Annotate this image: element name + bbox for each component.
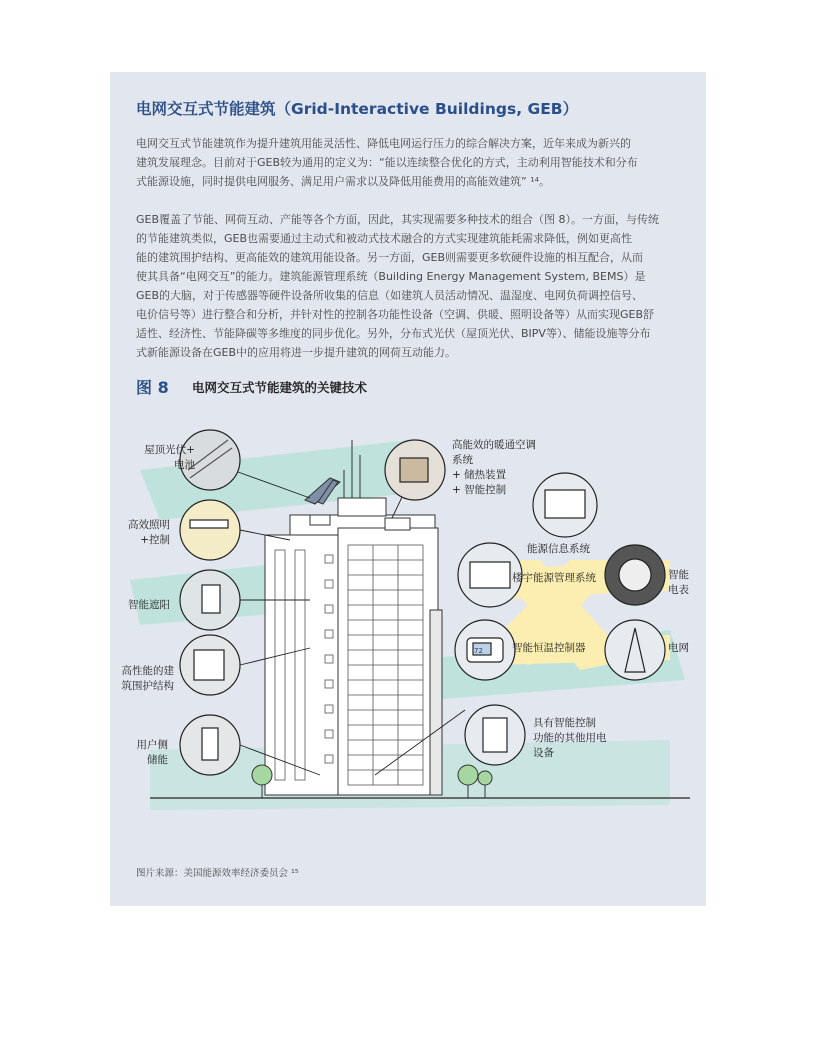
lighting-callout [180,500,240,560]
label-thermostat: 智能恒温控制器 [512,642,586,654]
label-line: +控制 [140,534,170,546]
label-line: 具有智能控制 [533,717,596,729]
label-info-system: 能源信息系统 [527,543,590,555]
paragraph-technologies [136,210,684,362]
label-meter [668,568,689,598]
geb-illustration [110,410,706,830]
label-devices [533,716,607,761]
label-line: 功能的其他用电 [533,732,607,744]
thermostat-reading: 72 [474,647,483,655]
paragraph-line: 适性、经济性、节能降碳等多维度的同步优化。另外，分布式光伏（屋顶光伏、BIPV等）、储能设施等分布 [136,327,651,340]
label-line: 高性能的建 [121,665,174,677]
label-lighting [120,518,170,548]
paragraph-line: 建筑发展理念。目前对于GEB较为通用的定义为：“能以连续整合优化的方式，主动利用智能技术和分布 [136,156,638,169]
label-line: + 储热装置 [452,469,507,481]
label-line: 电池 [174,459,195,471]
label-storage [118,738,168,768]
paragraph-line: 电网交互式节能建筑作为提升建筑用能灵活性、降低电网运行压力的综合解决方案，近年来成为新兴的 [136,137,631,150]
paragraph-line: 能的建筑围护结构、更高能效的建筑用能设备。另一方面，GEB则需要更多软硬件设施的相互配合，从而 [136,251,644,264]
callout-circles [180,430,240,775]
paragraph-line: GEB的大脑，对于传感器等硬件设备所收集的信息（如建筑人员活动情况、温湿度、电网负荷调控信号、 [136,289,644,302]
label-line: 储能 [147,754,168,766]
paragraph-line: GEB覆盖了节能、网荷互动、产能等各个方面，因此，其实现需要多种技术的组合（图 8）。一方面，与传统 [136,213,660,226]
label-line: 用户侧 [136,739,168,751]
label-line: 屋顶光伏+ [144,444,195,456]
label-line: 智能遮阳 [128,599,170,611]
paragraph-line: 式能源设施，同时提供电网服务、满足用户需求以及降低用能费用的高能效建筑” ¹⁴。 [136,175,551,188]
label-bems: 楼宇能源管理系统 [512,572,596,584]
paragraph-line: 电价信号等）进行整合和分析，并针对性的控制各功能性设备（空调、供暖、照明设备等）从而实现GEB舒 [136,308,655,321]
label-shading [115,598,170,613]
label-line: 高效照明 [128,519,170,531]
label-line: 筑围护结构 [121,680,174,692]
label-line: 智能 [668,569,689,581]
label-grid: 电网 [668,642,689,654]
label-line: + 智能控制 [452,484,507,496]
label-rooftop-pv [140,443,195,473]
figure-title: 电网交互式节能建筑的关键技术 [192,380,368,395]
label-hvac [452,438,536,498]
paragraph-line: 使其具备“电网交互”的能力。建筑能源管理系统（Building Energy Management System, BEMS）是 [136,270,646,283]
figure-number: 图 8 [136,378,169,397]
paragraph-line: 的节能建筑类似，GEB也需要通过主动式和被动式技术融合的方式实现建筑能耗需求降低，例如更高性 [136,232,633,245]
section-title: 电网交互式节能建筑（Grid-Interactive Buildings, GEB） [136,100,579,118]
figure-source: 图片来源：美国能源效率经济委员会 ¹⁵ [136,868,299,879]
label-line: 设备 [533,747,554,759]
label-line: 电表 [668,584,689,596]
label-envelope [112,664,174,694]
paragraph-line: 式新能源设备在GEB中的应用将进一步提升建筑的网荷互动能力。 [136,346,457,359]
label-line: 系统 [452,454,473,466]
label-line: 高能效的暖通空调 [452,439,536,451]
paragraph-intro [136,134,684,191]
